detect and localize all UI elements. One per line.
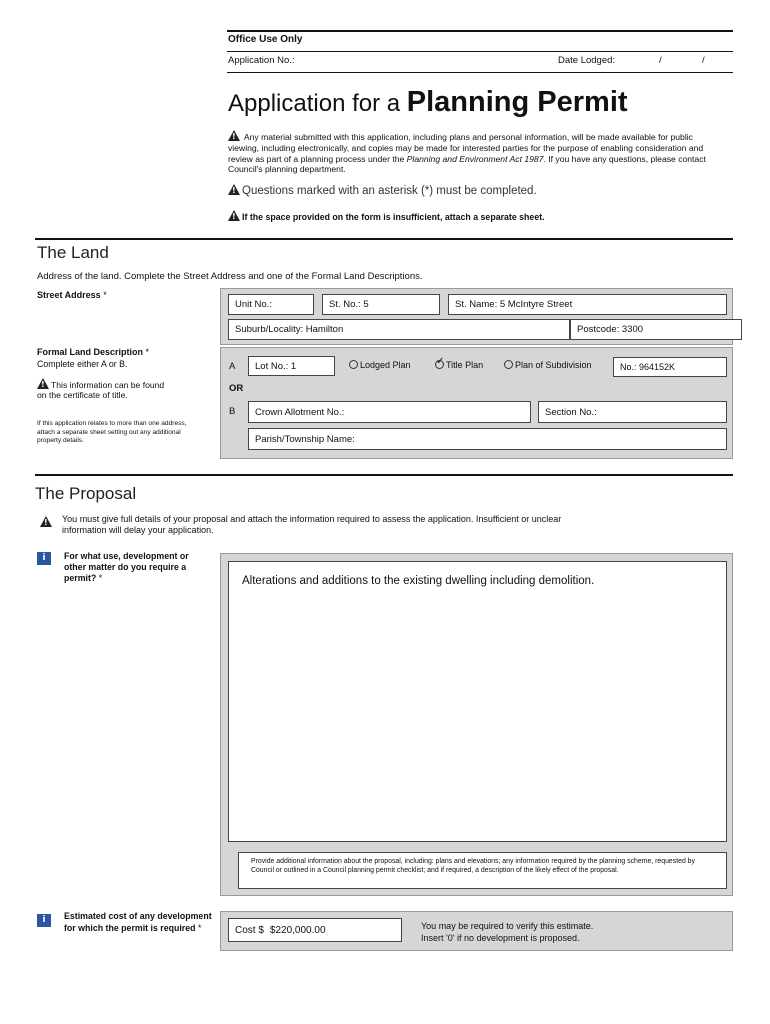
required-asterisk: * — [197, 922, 202, 933]
land-section-rule — [35, 238, 733, 240]
notice-insufficient-space — [228, 210, 545, 222]
notice-insufficient-text: If the space provided on the form is insufficient, attach a separate sheet. — [242, 212, 545, 222]
cost-field[interactable] — [228, 918, 402, 942]
cost-question-text: Estimated cost of any development for which the permit is required — [64, 911, 212, 933]
proposal-section-title: The Proposal — [35, 484, 137, 503]
crown-allotment-field[interactable]: Crown Allotment No.: — [248, 401, 531, 423]
street-no-field[interactable]: St. No.: 5 — [322, 294, 440, 315]
section-no-field[interactable]: Section No.: — [538, 401, 727, 423]
notice-public-viewing — [228, 130, 710, 175]
check-mark-icon: ✓ — [436, 356, 445, 367]
street-address-label-text: Street Address — [37, 290, 101, 300]
warning-icon — [37, 378, 49, 389]
street-address-label — [37, 290, 107, 300]
warning-icon — [228, 130, 240, 141]
date-separator-2: / — [702, 55, 705, 66]
additional-info-text: Provide additional information about the proposal, including: plans and elevations; any information required by the planning scheme, requested by Council or outlined in a Council planning permit checklist; and if required, a description of the likely effect of the proposal. — [251, 858, 695, 874]
application-no-label: Application No.: — [228, 55, 295, 66]
parish-field[interactable]: Parish/Township Name: — [248, 428, 727, 450]
certificate-note-text: This information can be found on the certificate of title. — [37, 380, 165, 400]
certificate-note — [37, 378, 172, 400]
cost-value: $220,000.00 — [269, 924, 326, 936]
cost-question — [64, 911, 212, 934]
required-asterisk: * — [103, 290, 107, 300]
or-label: OR — [229, 383, 244, 394]
suburb-field[interactable]: Suburb/Locality: Hamilton — [228, 319, 570, 340]
radio-unchecked-icon — [349, 360, 358, 369]
use-question-text: For what use, development or other matter do you require a permit? — [64, 551, 189, 583]
info-icon: i — [37, 552, 51, 565]
unit-no-field[interactable]: Unit No.: — [228, 294, 314, 315]
notice-act-name: Planning and Environment Act 1987 — [406, 153, 544, 164]
land-section-title: The Land — [37, 243, 109, 262]
option-b-label: B — [229, 406, 236, 417]
title-plan-radio[interactable] — [435, 356, 484, 370]
page-title — [228, 86, 628, 119]
postcode-field[interactable]: Postcode: 3300 — [570, 319, 742, 340]
use-question — [64, 551, 204, 584]
page-title-prefix: Application for a — [228, 90, 407, 117]
date-lodged-label: Date Lodged: — [558, 55, 616, 66]
additional-info-box — [238, 852, 727, 889]
lodged-plan-label: Lodged Plan — [360, 360, 411, 370]
notice-asterisk — [228, 184, 537, 197]
multi-address-note: If this application relates to more than one address, attach a separate sheet setting out any additional property details. — [37, 420, 187, 445]
cost-note-line-2: Insert '0' if no development is proposed. — [421, 933, 580, 943]
plan-of-subdivision-label: Plan of Subdivision — [515, 360, 592, 370]
use-answer-text: Alterations and additions to the existing dwelling including demolition. — [242, 575, 595, 587]
proposal-warning: You must give full details of your proposal and attach the information required to assess the application. Insufficient or unclear information will delay your application. — [62, 514, 562, 535]
plan-of-subdivision-radio[interactable] — [504, 360, 592, 370]
proposal-section-rule — [35, 474, 733, 476]
lot-no-field[interactable]: Lot No.: 1 — [248, 356, 335, 376]
formal-land-label — [37, 347, 149, 357]
radio-checked-icon — [435, 356, 445, 369]
lodged-plan-radio[interactable] — [349, 360, 411, 370]
formal-land-label-text: Formal Land Description — [37, 347, 144, 357]
office-use-top-rule — [227, 30, 733, 32]
page-title-main: Planning Permit — [406, 86, 628, 118]
office-use-rule — [227, 51, 733, 52]
street-name-field[interactable]: St. Name: 5 McIntyre Street — [448, 294, 727, 315]
warning-icon-shape — [40, 516, 52, 527]
required-asterisk: * — [145, 347, 150, 357]
required-asterisk: * — [98, 573, 103, 583]
option-a-label: A — [229, 361, 236, 372]
cost-note-line-1: You may be required to verify this estimate. — [421, 921, 594, 931]
radio-unchecked-icon — [504, 360, 513, 369]
notice-text-end: . If you have any questions, please contact Council's planning department. — [228, 153, 706, 175]
cost-label: Cost $ — [235, 924, 264, 936]
date-separator-1: / — [659, 55, 662, 66]
title-plan-label: Title Plan — [446, 360, 484, 370]
notice-asterisk-text: Questions marked with an asterisk (*) must be completed. — [242, 185, 537, 197]
office-use-bottom-rule — [227, 72, 733, 73]
cost-note — [421, 920, 593, 944]
info-icon: i — [37, 914, 51, 927]
formal-land-sub: Complete either A or B. — [37, 359, 128, 369]
notice-text: Any material submitted with this application, including plans and personal information, will be made available for public viewing, including electronically, and copies may be made for interested parties for the purpose of enabling consideration and review as part of a planning process under the — [228, 132, 704, 164]
use-answer-field[interactable] — [228, 561, 727, 842]
plan-no-field[interactable]: No.: 964152K — [613, 357, 727, 377]
warning-icon — [228, 210, 240, 221]
warning-icon — [40, 513, 54, 531]
office-use-title: Office Use Only — [228, 34, 303, 45]
land-intro: Address of the land. Complete the Street Address and one of the Formal Land Descriptions. — [37, 271, 423, 282]
warning-icon — [228, 184, 240, 195]
